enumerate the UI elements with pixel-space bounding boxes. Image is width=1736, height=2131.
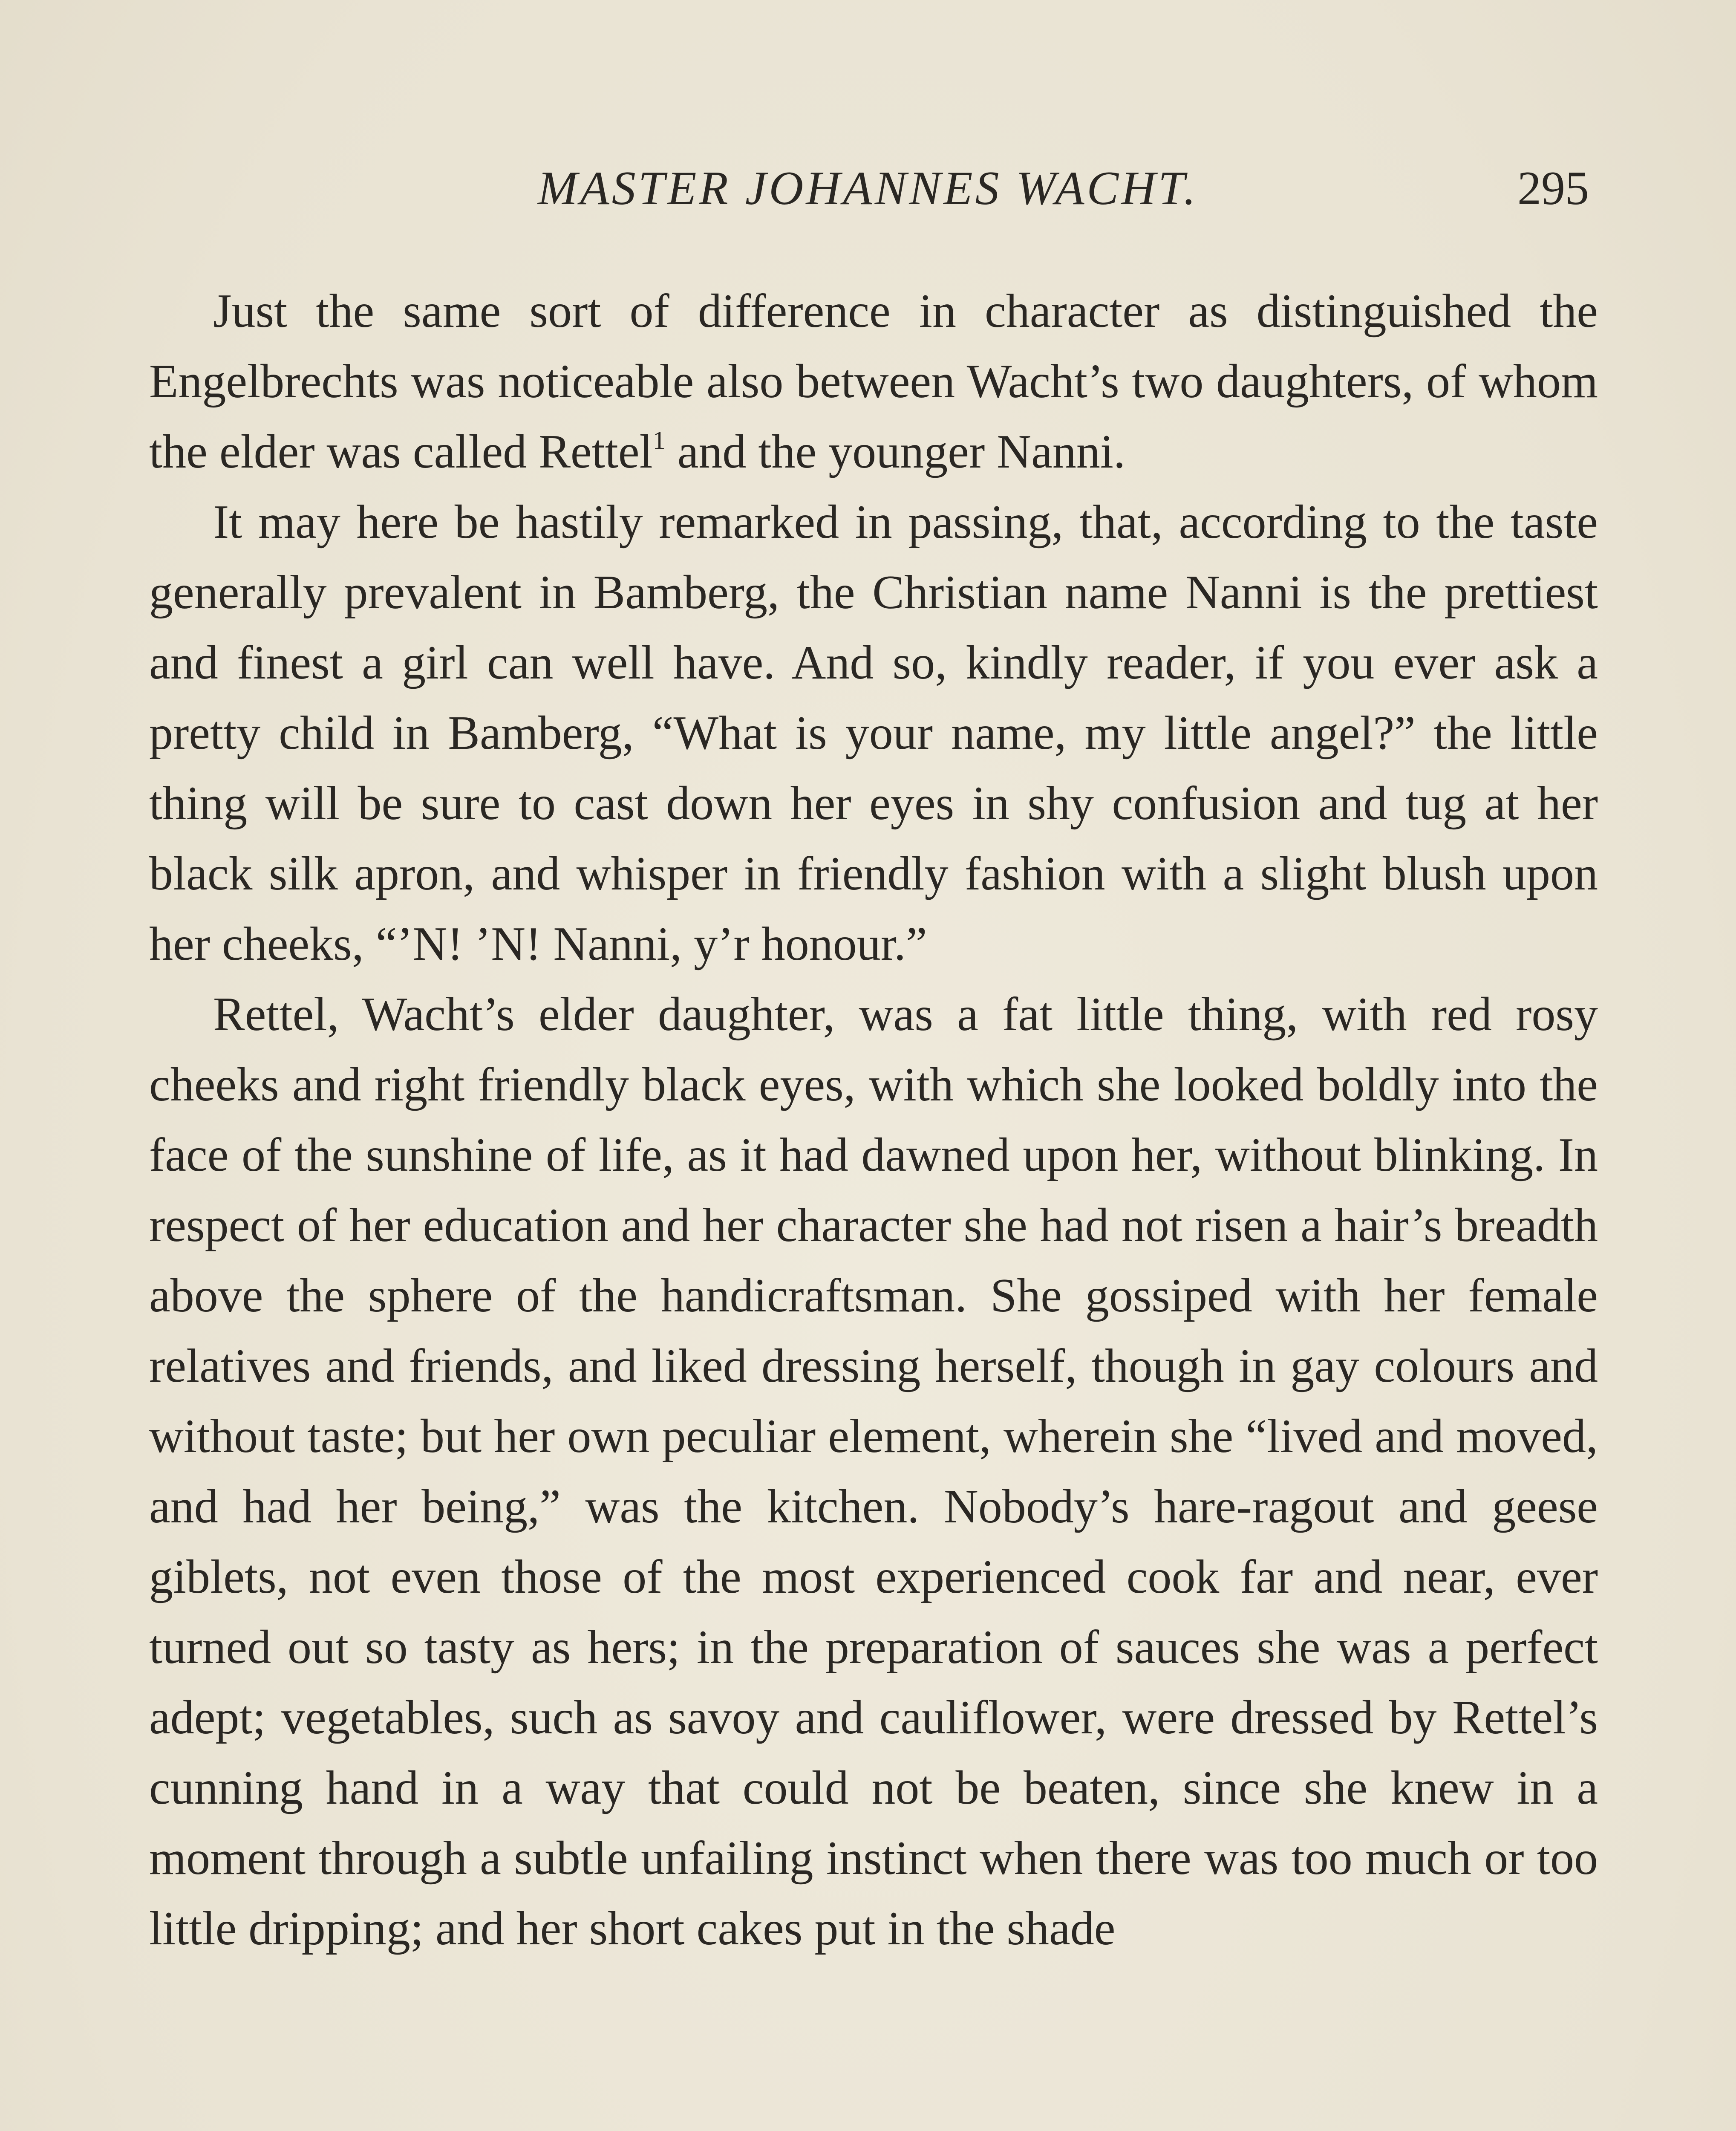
body-text [149, 276, 1598, 1964]
page-number: 295 [1517, 162, 1589, 215]
paragraph-1-text-after: and the younger Nanni. [665, 425, 1125, 478]
running-title: MASTER JOHANNES WACHT. [538, 162, 1198, 215]
paragraph-3: Rettel, Wacht’s elder daughter, was a fat little thing, with red rosy cheeks and right friendly black eyes, with which she looked boldly into the face of the sunshine of life, as it had dawned upon her, without blinking. In respect of her education and her character she had not risen a hair’s breadth above the sphere of the handicraftsman. She gossiped with her female relatives and friends, and liked dressing herself, though in gay colours and without taste; but her own peculiar element, wherein she “lived and moved, and had her being,” was the kitchen. Nobody’s hare-ragout and geese giblets, not even those of the most experienced cook far and near, ever turned out so tasty as hers; in the preparation of sauces she was a perfect adept; vegetables, such as savoy and cauliflower, were dressed by Rettel’s cunning hand in a way that could not be beaten, since she knew in a moment through a subtle unfailing instinct when there was too much or too little dripping; and her short cakes put in the shade [149, 988, 1598, 1955]
paragraph-2: It may here be hastily remarked in passing, that, according to the taste generally prevalent in Bamberg, the Christian name Nanni is the prettiest and finest a girl can well have. And so, kindly reader, if you ever ask a pretty child in Bamberg, “What is your name, my little angel?” the little thing will be sure to cast down her eyes in shy confusion and tug at her black silk apron, and whisper in friendly fashion with a slight blush upon her cheeks, “’N! ’N! Nanni, y’r honour.” [149, 496, 1598, 970]
paragraph-1-text-before: Just the same sort of difference in character as distinguished the Engelbrechts was noticeable also between Wacht’s two daughters, of whom the elder was called Rettel [149, 285, 1598, 478]
footnote-reference: 1 [652, 426, 666, 454]
running-head [147, 159, 1589, 218]
paragraph-1 [149, 276, 1598, 487]
